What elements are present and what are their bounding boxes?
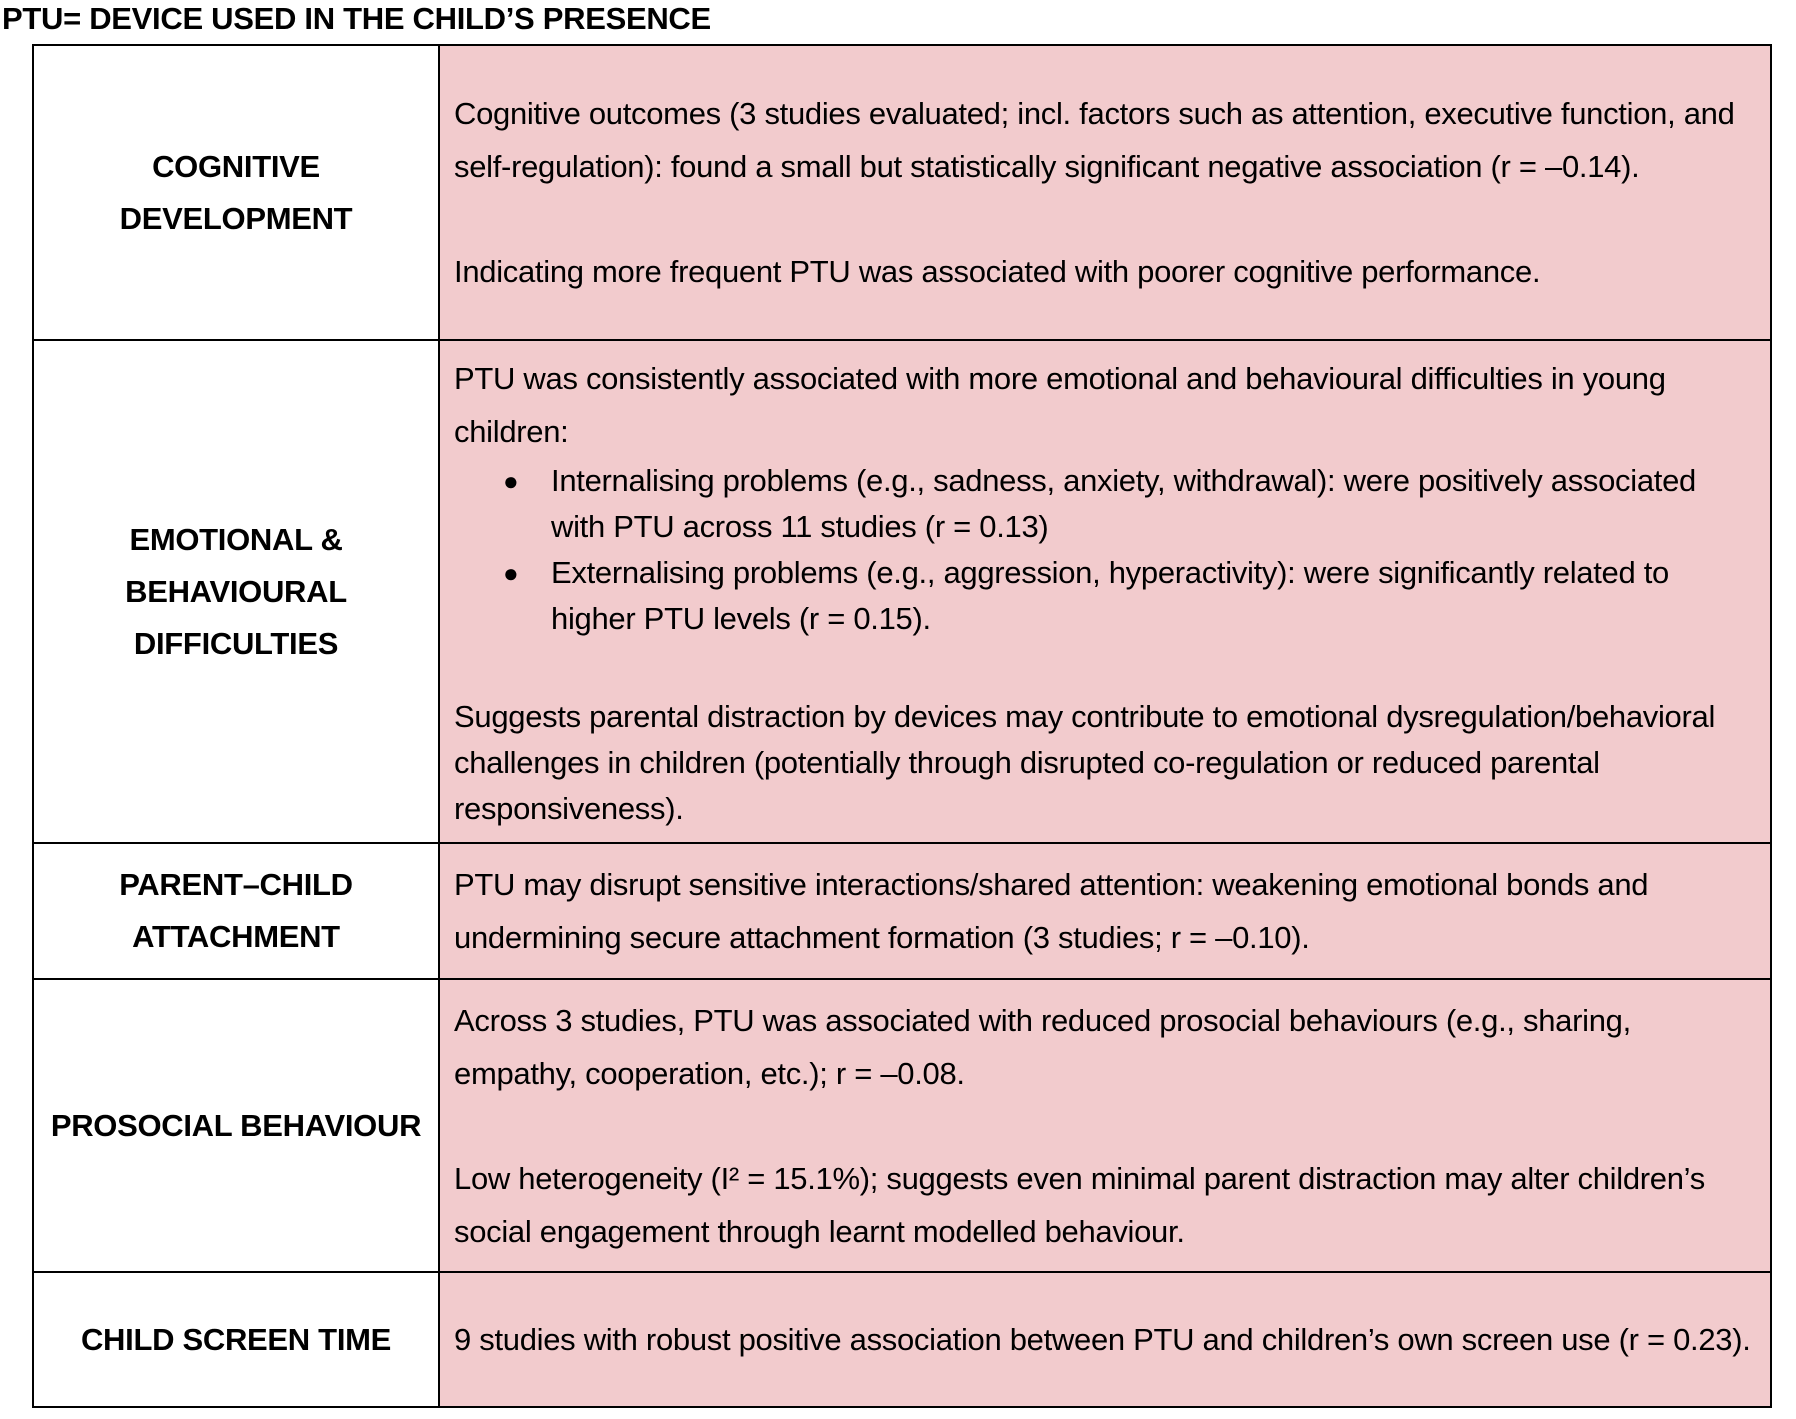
row-content-parent-child-attachment xyxy=(439,843,1771,979)
row-label-line: EMOTIONAL & xyxy=(129,521,343,557)
content-paragraph: Low heterogeneity (I² = 15.1%); suggests even minimal parent distraction may alter children’s social engagement through learnt modelled behaviour. xyxy=(454,1160,1705,1249)
row-content-cognitive-development xyxy=(439,45,1771,340)
content-paragraph: 9 studies with robust positive association between PTU and children’s own screen use (r = 0.23). xyxy=(454,1322,1751,1357)
row-label-line: COGNITIVE xyxy=(152,148,320,184)
row-label-line: DIFFICULTIES xyxy=(133,625,339,661)
row-label-prosocial-behaviour xyxy=(33,979,439,1272)
row-label-line: ATTACHMENT xyxy=(132,919,340,954)
bullet-list xyxy=(454,458,1758,642)
list-item xyxy=(503,458,1758,550)
row-content-child-screen-time xyxy=(439,1272,1771,1407)
row-content-prosocial-behaviour xyxy=(439,979,1771,1272)
row-label-line: DEVELOPMENT xyxy=(119,200,353,236)
row-label-child-screen-time xyxy=(33,1272,439,1407)
row-label-cognitive-development xyxy=(33,45,439,340)
list-item-text: Internalising problems (e.g., sadness, anxiety, withdrawal): were positively associated with PTU across 11 studies (r = 0.13) xyxy=(551,462,1696,544)
table-row-emotional-behavioural xyxy=(33,340,1771,843)
content-paragraph: PTU may disrupt sensitive interactions/shared attention: weakening emotional bonds and undermining secure attachment formation (3 studies; r = –0.10). xyxy=(454,867,1649,955)
table-row-child-screen-time xyxy=(33,1272,1771,1407)
content-paragraph: Indicating more frequent PTU was associated with poorer cognitive performance. xyxy=(454,254,1541,289)
content-paragraph: Across 3 studies, PTU was associated with reduced prosocial behaviours (e.g., sharing, empathy, cooperation, etc.); r = –0.08. xyxy=(454,1002,1631,1091)
row-label-parent-child-attachment xyxy=(33,843,439,979)
bullet-icon: ● xyxy=(503,557,519,588)
content-conclusion: Suggests parental distraction by devices may contribute to emotional dysregulation/behavioral challenges in children (potentially through disrupted co-regulation or reduced parental responsiveness). xyxy=(454,698,1716,826)
list-item xyxy=(503,550,1758,642)
document-title: PTU= DEVICE USED IN THE CHILD’S PRESENCE xyxy=(2,1,711,36)
findings-table xyxy=(32,44,1772,1408)
list-item-text: Externalising problems (e.g., aggression, hyperactivity): were significantly related to higher PTU levels (r = 0.15). xyxy=(551,554,1669,636)
row-label-line: CHILD SCREEN TIME xyxy=(80,1321,392,1357)
content-intro: PTU was consistently associated with more emotional and behavioural difficulties in young children: xyxy=(454,360,1666,449)
bullet-icon: ● xyxy=(503,465,519,496)
row-label-line: BEHAVIOURAL xyxy=(125,573,347,609)
row-label-line: PARENT–CHILD xyxy=(119,867,353,902)
row-label-emotional-behavioural xyxy=(33,340,439,843)
content-paragraph: Cognitive outcomes (3 studies evaluated; incl. factors such as attention, executive function, and self-regulation): found a small but statistically significant negative association (r = –0.14). xyxy=(454,96,1735,184)
table-row-parent-child-attachment xyxy=(33,843,1771,979)
table-row-prosocial-behaviour xyxy=(33,979,1771,1272)
row-content-emotional-behavioural xyxy=(439,340,1771,843)
row-label-line: PROSOCIAL BEHAVIOUR xyxy=(50,1107,422,1143)
table-row-cognitive-development xyxy=(33,45,1771,340)
